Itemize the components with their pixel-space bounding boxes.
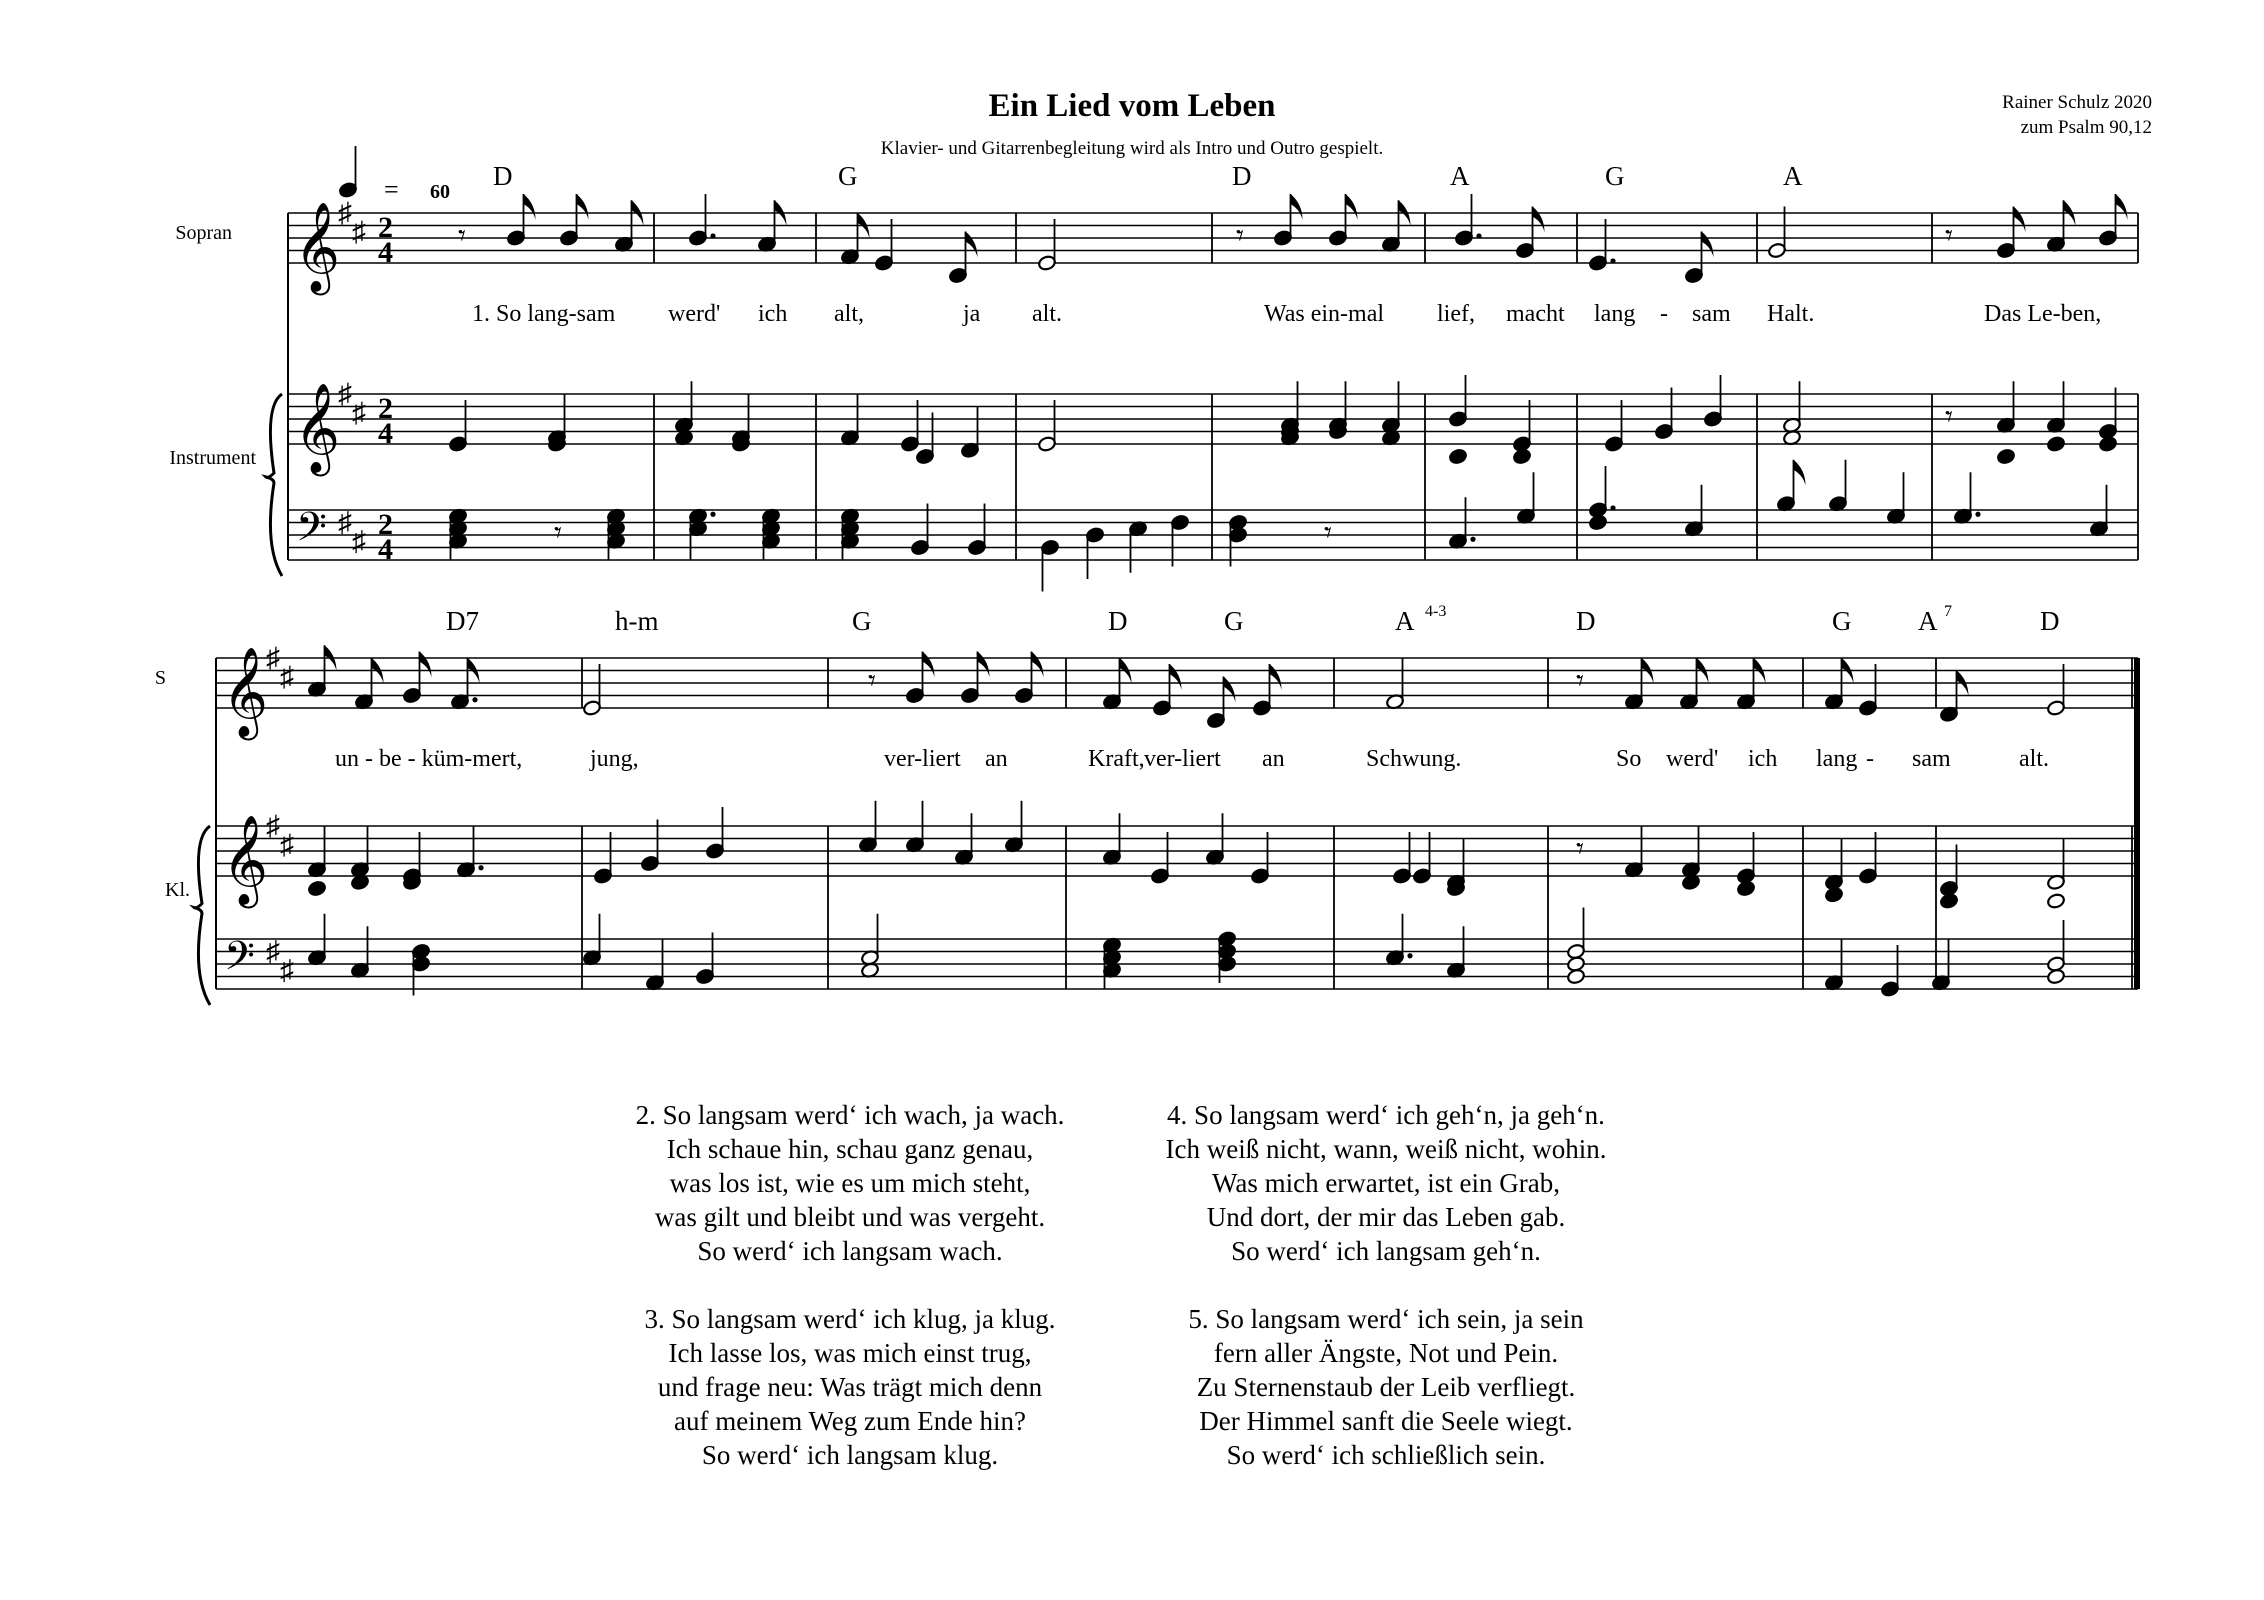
instrument-staff-label: Kl.	[165, 879, 190, 901]
verse-line: So werd‘ ich langsam klug.	[701, 1440, 999, 1470]
note-flag	[1291, 194, 1303, 220]
verses-left-column	[570, 1098, 1130, 1506]
key-signature-sharp-icon: ♯	[338, 507, 352, 539]
bass-clef-icon: 𝄢	[224, 935, 255, 988]
composer-name: Rainer Schulz 2020	[2002, 92, 2152, 113]
treble-clef-icon: 𝄞	[222, 648, 269, 735]
lyric-syllable: un - be - küm-mert,	[335, 746, 523, 772]
key-signature-sharp-icon: ♯	[352, 397, 366, 429]
verse-line: So werd‘ ich langsam geh‘n.	[1231, 1236, 1541, 1266]
lyric-syllable: alt,	[834, 301, 864, 327]
lyric-syllable: lief,	[1437, 301, 1475, 327]
chord-symbol: D	[1576, 606, 1596, 636]
key-signature-sharp-icon: ♯	[352, 216, 366, 248]
notehead	[1588, 514, 1607, 531]
augmentation-dot	[1610, 258, 1615, 263]
time-signature-lower: 4	[378, 417, 393, 450]
verse-line: So werd‘ ich langsam wach.	[697, 1236, 1003, 1266]
key-signature-sharp-icon: ♯	[280, 955, 294, 987]
notehead	[1824, 886, 1843, 903]
lyric-syllable: werd'	[1666, 746, 1719, 772]
note-flag	[1270, 664, 1282, 690]
augmentation-dot	[1407, 953, 1412, 958]
notehead	[1448, 448, 1467, 465]
notehead	[2046, 893, 2065, 910]
augmentation-dot	[478, 865, 483, 870]
lyric-syllable: So	[1616, 746, 1642, 772]
note-flag	[420, 652, 432, 678]
chord-symbol: D	[1108, 606, 1128, 636]
eighth-rest-icon: 𝄾	[458, 219, 466, 253]
verse-line: 5. So langsam werd‘ ich sein, ja sein	[1188, 1304, 1584, 1334]
lyric-syllable: ich	[1748, 746, 1778, 772]
chord-symbol: D	[493, 161, 513, 191]
lyric-syllable: werd'	[668, 301, 721, 327]
notehead	[2046, 968, 2065, 985]
verse-line: was los ist, wie es um mich steht,	[669, 1168, 1031, 1198]
note-flag	[978, 652, 990, 678]
verse-4	[1106, 1098, 1666, 1268]
chord-symbol: A	[1450, 161, 1470, 191]
treble-clef-icon: 𝄞	[294, 384, 341, 471]
lyric-syllable: 1. So lang-sam	[472, 301, 616, 327]
lyric-syllable: alt.	[2019, 746, 2049, 772]
lyric-syllable: macht	[1506, 301, 1565, 327]
note-flag	[2014, 207, 2026, 233]
eighth-rest-icon: 𝄾	[868, 664, 876, 698]
lyric-syllable: -	[1866, 746, 1874, 772]
lyric-syllable: Schwung.	[1366, 746, 1462, 772]
piano-brace	[194, 826, 210, 1005]
lyric-syllable: ver-liert	[1144, 746, 1221, 772]
note-flag	[524, 194, 536, 220]
lyric-syllable: lang	[1816, 746, 1858, 772]
note-flag	[1224, 677, 1236, 703]
verse-line: auf meinem Weg zum Ende hin?	[674, 1406, 1026, 1436]
treble-clef-icon: 𝄞	[222, 816, 269, 903]
verse-line: und frage neu: Was trägt mich denn	[657, 1372, 1043, 1402]
augmentation-dot	[710, 512, 715, 517]
lyric-syllable: sam	[1912, 746, 1951, 772]
chord-symbol: A	[1395, 606, 1415, 636]
key-signature-sharp-icon: ♯	[266, 643, 280, 674]
voice-staff-label: S	[154, 667, 166, 689]
lyric-syllable: jung,	[590, 746, 639, 772]
notehead	[1566, 968, 1585, 985]
verse-3	[570, 1302, 1130, 1472]
eighth-rest-icon: 𝄾	[1324, 516, 1332, 550]
chord-superscript: 4-3	[1425, 603, 1447, 620]
chord-superscript: 7	[1944, 603, 1952, 620]
key-signature-sharp-icon: ♯	[266, 811, 280, 842]
verse-line: fern aller Ängste, Not und Pein.	[1213, 1338, 1559, 1368]
eighth-rest-icon: 𝄾	[1576, 664, 1584, 698]
time-signature-lower: 4	[378, 236, 393, 269]
augmentation-dot	[1476, 233, 1481, 238]
time-signature-upper: 2	[378, 392, 393, 425]
notehead	[2098, 436, 2117, 453]
augmentation-dot	[1470, 537, 1475, 542]
lyric-syllable: Das Le-ben,	[1984, 301, 2102, 327]
tempo-value: 60	[430, 181, 450, 203]
note-flag	[1533, 207, 1545, 233]
note-flag	[1032, 652, 1044, 678]
song-title: Ein Lied vom Leben	[988, 88, 1276, 124]
lyric-syllable: alt.	[1032, 301, 1062, 327]
piano-brace	[266, 394, 282, 576]
chord-symbol: D	[1232, 161, 1252, 191]
verse-line: Was mich erwartet, ist ein Grab,	[1212, 1168, 1560, 1198]
lyric-syllable: Halt.	[1767, 301, 1815, 327]
tempo-equals: =	[384, 175, 399, 204]
chord-symbol: G	[1224, 606, 1244, 636]
treble-clef-icon: 𝄞	[294, 203, 341, 290]
chord-symbol: A	[1783, 161, 1803, 191]
final-barline	[2134, 658, 2140, 989]
chord-symbol: h-m	[615, 606, 659, 636]
verse-line: 2. So langsam werd‘ ich wach, ja wach.	[635, 1100, 1065, 1130]
key-signature-sharp-icon: ♯	[338, 379, 352, 410]
key-signature-sharp-icon: ♯	[266, 936, 280, 968]
lyric-syllable: an	[1262, 746, 1285, 772]
verse-line: 4. So langsam werd‘ ich geh‘n, ja geh‘n.	[1167, 1100, 1605, 1130]
notehead	[1996, 448, 2015, 465]
verse-2	[570, 1098, 1130, 1268]
chord-symbol: G	[852, 606, 872, 636]
system-1	[169, 146, 2138, 592]
time-signature-upper: 2	[378, 508, 393, 541]
notehead	[307, 880, 326, 897]
instrument-staff-label: Instrument	[169, 447, 256, 469]
bass-clef-icon: 𝄢	[296, 506, 327, 559]
verse-line: Zu Sternenstaub der Leib verfliegt.	[1196, 1372, 1576, 1402]
verse-line: Der Himmel sanft die Seele wiegt.	[1199, 1406, 1573, 1436]
augmentation-dot	[472, 697, 477, 702]
verse-5	[1106, 1302, 1666, 1472]
verse-line: Ich lasse los, was mich einst trug,	[668, 1338, 1032, 1368]
notehead	[1512, 448, 1531, 465]
verse-line: was gilt und bleibt und was vergeht.	[654, 1202, 1046, 1232]
lyric-syllable: -	[1660, 301, 1668, 327]
note-flag	[1346, 194, 1358, 220]
verse-line: So werd‘ ich schließlich sein.	[1226, 1440, 1546, 1470]
note-flag	[1170, 664, 1182, 690]
lyric-syllable: ver-liert	[884, 746, 961, 772]
augmentation-dot	[1975, 512, 1980, 517]
note-flag	[966, 232, 978, 258]
note-flag	[2116, 194, 2128, 220]
note-flag	[923, 652, 935, 678]
eighth-rest-icon: 𝄾	[554, 516, 562, 550]
notehead	[1736, 880, 1755, 897]
chord-symbol: A	[1918, 606, 1938, 636]
lyric-syllable: sam	[1692, 301, 1731, 327]
lyric-syllable: Was ein-mal	[1264, 301, 1385, 327]
notehead	[1939, 893, 1958, 910]
chord-symbol: G	[1605, 161, 1625, 191]
system-2	[155, 603, 2140, 1005]
chord-symbol: G	[838, 161, 858, 191]
psalm-reference: zum Psalm 90,12	[2020, 117, 2152, 138]
augmentation-dot	[710, 233, 715, 238]
key-signature-sharp-icon: ♯	[280, 829, 294, 861]
performance-note: Klavier- und Gitarrenbegleitung wird als Intro und Outro gespielt.	[880, 138, 1384, 159]
verse-line: Und dort, der mir das Leben gab.	[1206, 1202, 1566, 1232]
eighth-rest-icon: 𝄾	[1576, 832, 1584, 866]
verses-right-column	[1106, 1098, 1666, 1506]
eighth-rest-icon: 𝄾	[1945, 400, 1953, 434]
notehead	[2046, 436, 2065, 453]
verse-line: Ich schaue hin, schau ganz genau,	[666, 1134, 1034, 1164]
chord-symbol: D7	[446, 606, 479, 636]
lyric-syllable: an	[985, 746, 1008, 772]
key-signature-sharp-icon: ♯	[338, 198, 352, 229]
note-flag	[577, 194, 589, 220]
verse-line: 3. So langsam werd‘ ich klug, ja klug.	[644, 1304, 1056, 1334]
chord-symbol: D	[2040, 606, 2060, 636]
note-flag	[1794, 460, 1806, 486]
eighth-rest-icon: 𝄾	[1945, 219, 1953, 253]
time-signature-upper: 2	[378, 211, 393, 244]
lyric-syllable: ja	[963, 301, 981, 327]
key-signature-sharp-icon: ♯	[352, 526, 366, 558]
augmentation-dot	[1610, 505, 1615, 510]
lyric-syllable: lang	[1594, 301, 1636, 327]
lyric-syllable: Kraft,	[1088, 746, 1145, 772]
voice-staff-label: Sopran	[175, 222, 232, 244]
eighth-rest-icon: 𝄾	[1236, 219, 1244, 253]
chord-symbol: G	[1832, 606, 1852, 636]
verse-line: Ich weiß nicht, wann, weiß nicht, wohin.	[1165, 1134, 1607, 1164]
time-signature-lower: 4	[378, 533, 393, 566]
key-signature-sharp-icon: ♯	[280, 661, 294, 693]
lyric-syllable: ich	[758, 301, 788, 327]
note-flag	[1702, 232, 1714, 258]
